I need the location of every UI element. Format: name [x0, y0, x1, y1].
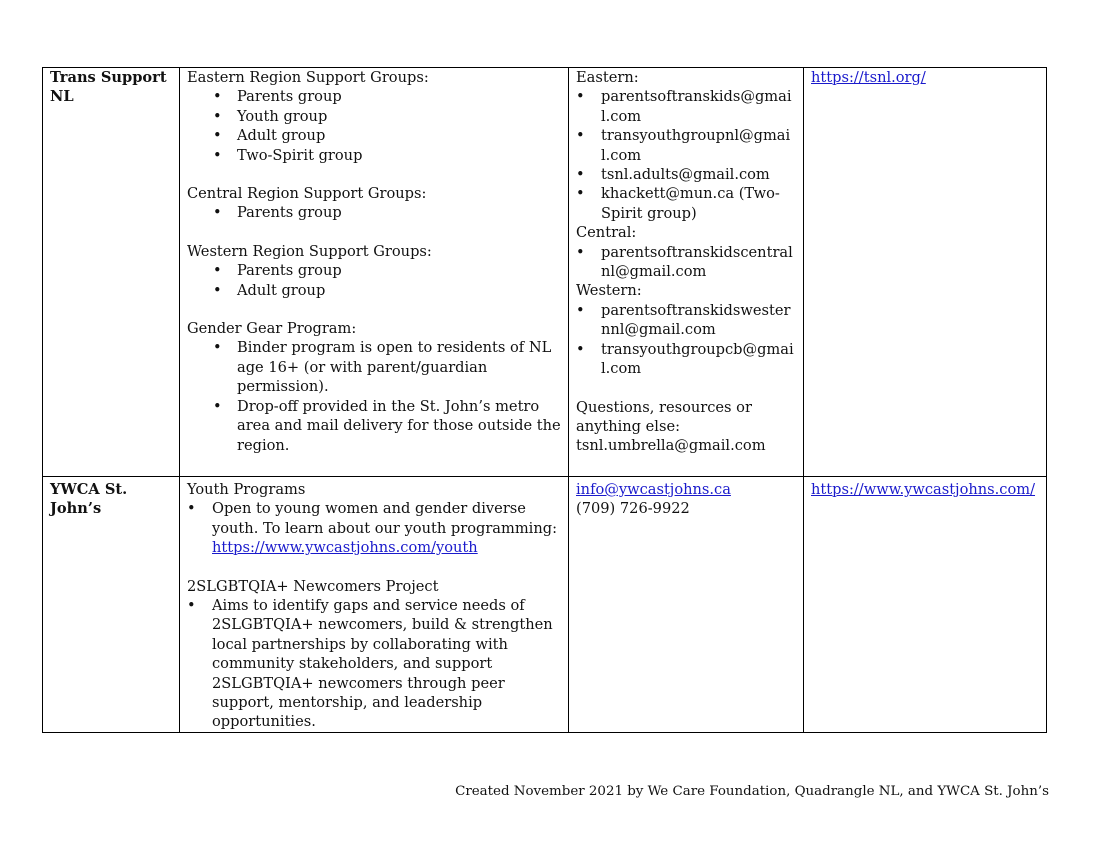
region-label: Eastern:: [576, 69, 639, 86]
list-item: • Adult group: [187, 126, 562, 145]
section-title: Gender Gear Program:: [187, 320, 357, 338]
contact-cell: [569, 477, 804, 733]
contact-cell: [569, 68, 804, 477]
list-item: • Aims to identify gaps and service needs of 2SLGBTQIA+ newcomers, build & strengthen local partnerships by collaborating with community stakeholders, and support 2SLGBTQIA+ newcomers through peer support, mentorship, and leadership opportunities.: [187, 596, 562, 732]
list-item: • Two-Spirit group: [187, 146, 562, 165]
email-link[interactable]: info@ywcastjohns.ca: [576, 481, 731, 498]
footer-credit: Created November 2021 by We Care Foundation, Quadrangle NL, and YWCA St. John’s: [455, 784, 1049, 799]
org-cell: [43, 68, 180, 477]
region-label: Western:: [576, 282, 642, 300]
org-name: YWCA St. John’s: [50, 481, 128, 518]
table-row: [43, 68, 1047, 477]
website-link[interactable]: https://tsnl.org/: [811, 69, 926, 86]
list-item: • Drop-off provided in the St. John’s metro area and mail delivery for those outside the region.: [187, 397, 562, 455]
youth-programs-link[interactable]: https://www.ywcastjohns.com/youth: [212, 539, 478, 557]
list-item: [187, 499, 562, 557]
bullet-list: [187, 499, 562, 557]
email-item: • khackett@mun.ca (Two-Spirit group): [576, 184, 797, 223]
list-item: • Youth group: [187, 107, 562, 126]
email-item: • transyouthgroupcb@gmail.com: [576, 340, 797, 379]
email-list: [576, 301, 797, 379]
org-cell: [43, 477, 180, 733]
website-cell: [804, 68, 1047, 477]
email-list: [576, 243, 797, 282]
list-item: • Parents group: [187, 261, 562, 280]
org-name: Trans Support NL: [50, 69, 167, 106]
bullet-list: [187, 338, 562, 454]
email-item: • tsnl.adults@gmail.com: [576, 165, 797, 184]
website-cell: [804, 477, 1047, 733]
website-link[interactable]: https://www.ywcastjohns.com/: [811, 481, 1036, 498]
bullet-list: [187, 596, 562, 732]
email-item: • transyouthgroupnl@gmail.com: [576, 126, 797, 165]
section-title: Central Region Support Groups:: [187, 185, 427, 203]
email-list: [576, 87, 797, 223]
section-title: 2SLGBTQIA+ Newcomers Project: [187, 577, 439, 595]
programs-cell: [180, 477, 569, 733]
bullet-list: [187, 261, 562, 300]
section-title: Youth Programs: [187, 481, 306, 498]
list-item: • Binder program is open to residents of NL age 16+ (or with parent/guardian permission).: [187, 338, 562, 396]
programs-cell: [180, 68, 569, 477]
email-item: • parentsoftranskidswesternnl@gmail.com: [576, 301, 797, 340]
phone-number: (709) 726-9922: [576, 500, 690, 518]
bullet-list: [187, 87, 562, 165]
section-title: Western Region Support Groups:: [187, 242, 432, 260]
list-item: • Adult group: [187, 281, 562, 300]
questions-text: Questions, resources or anything else:: [576, 398, 752, 435]
table-row: [43, 477, 1047, 733]
umbrella-email: tsnl.umbrella@gmail.com: [576, 437, 766, 455]
section-title: Eastern Region Support Groups:: [187, 69, 429, 86]
email-item: • parentsoftranskidscentralnl@gmail.com: [576, 243, 797, 282]
list-item-text: Open to young women and gender diverse youth. To learn about our youth programming:: [212, 500, 558, 537]
list-item: • Parents group: [187, 203, 562, 222]
bullet-list: [187, 203, 562, 222]
email-item: • parentsoftranskids@gmail.com: [576, 87, 797, 126]
list-item: • Parents group: [187, 87, 562, 106]
resource-table: [42, 67, 1047, 733]
region-label: Central:: [576, 224, 637, 242]
